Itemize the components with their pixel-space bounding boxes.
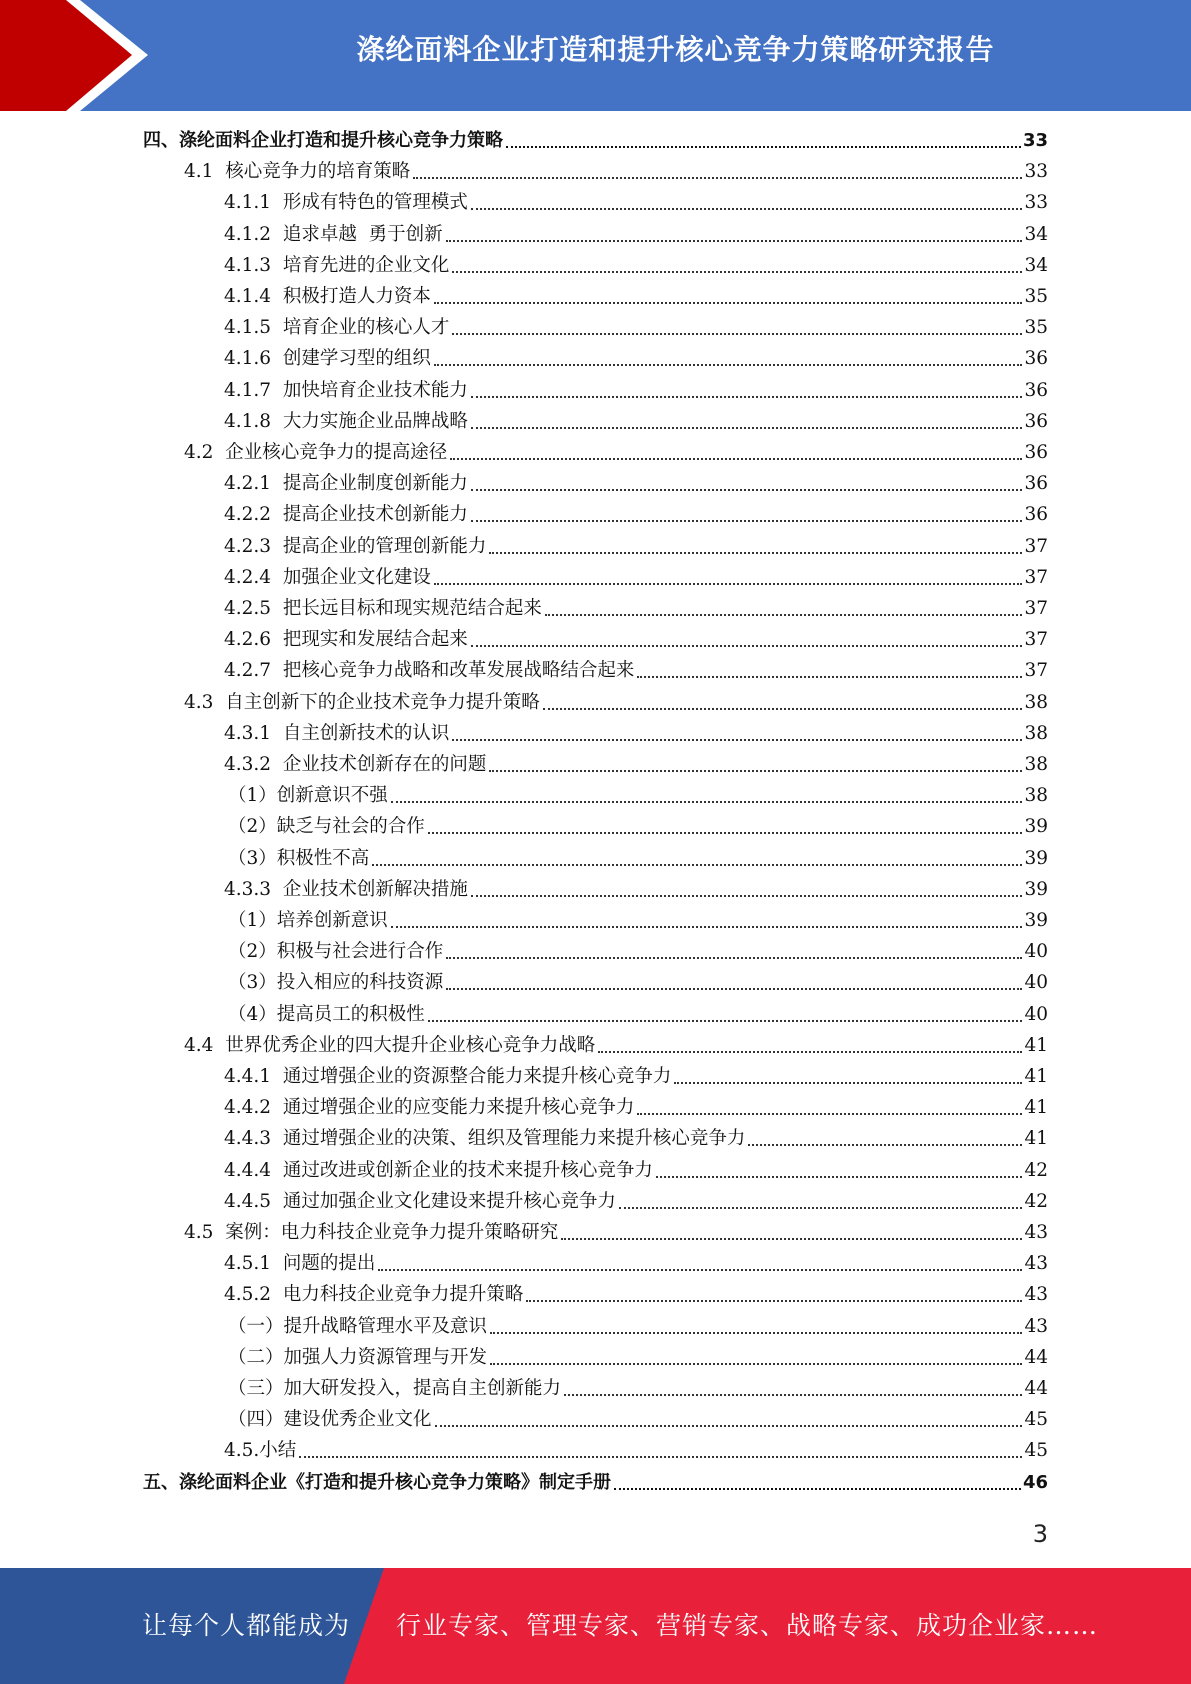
toc-entry-page: 35 (1024, 317, 1048, 339)
toc-entry[interactable] (228, 1376, 1048, 1402)
toc-entry-title: 加强人力资源管理与开发 (283, 1346, 488, 1368)
toc-entry-title: 五、涤纶面料企业《打造和提升核心竞争力策略》制定手册 (143, 1471, 611, 1493)
toc-dot-leader (452, 271, 1022, 273)
toc-entry-title: 把核心竞争力战略和改革发展战略结合起来 (282, 660, 635, 682)
toc-entry-page: 34 (1024, 254, 1048, 276)
toc-dot-leader (446, 957, 1022, 959)
toc-dot-leader (450, 458, 1022, 460)
toc-entry-number: 4.4 (184, 1034, 226, 1056)
toc-entry-page: 38 (1024, 722, 1048, 744)
toc-entry-title: 积极打造人力资本 (282, 286, 431, 307)
toc-dot-leader (674, 1082, 1022, 1084)
toc-dot-leader (435, 1425, 1023, 1427)
toc-entry-page: 36 (1024, 348, 1048, 370)
toc-dot-leader (564, 1394, 1022, 1396)
toc-entry-page: 40 (1024, 1003, 1048, 1025)
toc-entry-number: （2） (228, 941, 277, 963)
toc-entry-number: 4.1.6 (224, 348, 283, 370)
page-number: 3 (1032, 1520, 1048, 1548)
toc-entry-number: 4.4.5 (224, 1190, 283, 1212)
toc-entry-title: 培育先进的企业文化 (282, 254, 450, 276)
toc-dot-leader (619, 1207, 1023, 1209)
toc-dot-leader (471, 520, 1023, 522)
toc-dot-leader (434, 302, 1023, 304)
toc-entry-page: 33 (1024, 192, 1048, 214)
toc-entry-page: 34 (1024, 223, 1048, 245)
toc-dot-leader (413, 177, 1022, 179)
toc-entry[interactable] (224, 1158, 1048, 1184)
toc-dot-leader (446, 988, 1022, 990)
toc-dot-leader (489, 770, 1022, 772)
toc-entry-number: 4.3.3 (224, 878, 283, 900)
toc-entry-title: 通过增强企业的资源整合能力来提升核心竞争力 (282, 1066, 672, 1087)
toc-entry[interactable] (143, 1470, 1048, 1496)
toc-dot-leader (614, 1488, 1021, 1490)
toc-dot-leader (428, 1020, 1023, 1022)
toc-entry-title: 培育企业的核心人才 (282, 317, 450, 339)
toc-entry[interactable] (224, 1189, 1048, 1215)
toc-entry-page: 38 (1024, 691, 1048, 713)
toc-entry-number: 4.3.2 (224, 754, 283, 775)
toc-entry[interactable] (228, 846, 1048, 872)
toc-entry-number: 4.5.2 (224, 1284, 283, 1306)
toc-dot-leader (428, 832, 1023, 834)
toc-entry[interactable] (224, 378, 1048, 404)
page-header (0, 0, 1191, 111)
toc-entry[interactable] (228, 1002, 1048, 1028)
toc-dot-leader (748, 1144, 1022, 1146)
toc-entry-page: 36 (1024, 410, 1048, 432)
toc-entry[interactable] (228, 970, 1048, 996)
toc-entry-number: 4.2.4 (224, 566, 283, 588)
toc-entry-page: 41 (1024, 1066, 1048, 1087)
toc-entry[interactable] (224, 877, 1048, 903)
header-arrow-icon (0, 0, 160, 111)
toc-entry[interactable] (228, 814, 1048, 840)
toc-dot-leader (489, 552, 1022, 554)
toc-entry-page: 45 (1024, 1409, 1048, 1431)
toc-dot-leader (656, 1176, 1023, 1178)
toc-dot-leader (545, 614, 1023, 616)
toc-entry[interactable] (224, 1064, 1048, 1090)
toc-entry[interactable] (224, 596, 1048, 622)
toc-entry-number: 4.1.3 (224, 254, 283, 276)
toc-dot-leader (471, 208, 1023, 210)
toc-entry-title: 通过改进或创新企业的技术来提升核心竞争力 (282, 1159, 653, 1181)
toc-dot-leader (299, 1456, 1022, 1458)
toc-entry-number: （1） (228, 910, 277, 931)
toc-entry[interactable] (224, 502, 1048, 528)
toc-entry-title: 自主创新技术的认识 (282, 722, 450, 744)
toc-entry-number: 4.2.3 (224, 535, 283, 557)
toc-entry-number: （3） (228, 847, 277, 869)
toc-entry[interactable] (228, 783, 1048, 809)
toc-entry[interactable] (224, 627, 1048, 653)
toc-dot-leader (391, 801, 1023, 803)
toc-entry-number: 4.1.2 (224, 223, 283, 245)
page-footer (0, 1568, 1191, 1684)
toc-dot-leader (506, 146, 1021, 148)
toc-entry-page: 41 (1024, 1034, 1048, 1056)
toc-entry-title: 缺乏与社会的合作 (276, 816, 425, 838)
toc-entry[interactable] (184, 1220, 1048, 1246)
toc-entry-page: 42 (1024, 1159, 1048, 1181)
toc-entry[interactable] (224, 315, 1048, 341)
toc-entry-title: 培养创新意识 (276, 910, 388, 931)
toc-entry-number: 4.1.8 (224, 410, 283, 432)
toc-entry-title: 追求卓越 勇于创新 (282, 223, 443, 245)
toc-entry-page: 37 (1024, 566, 1048, 588)
toc-entry-title: 问题的提出 (282, 1253, 376, 1275)
toc-entry-number: 4.1.1 (224, 192, 283, 214)
footer-slogan-left: 让每个人都能成为 (142, 1611, 351, 1640)
toc-dot-leader (372, 864, 1022, 866)
toc-entry-number: 4.4.2 (224, 1097, 283, 1119)
toc-entry-title: 加强企业文化建设 (282, 566, 431, 588)
toc-entry-page: 33 (1024, 161, 1048, 183)
toc-entry-number: 4.3.1 (224, 722, 283, 744)
toc-entry-page: 40 (1024, 941, 1048, 963)
toc-entry-page: 43 (1024, 1284, 1048, 1306)
toc-entry-number: （4） (228, 1003, 277, 1025)
toc-entry[interactable] (228, 1314, 1048, 1340)
toc-entry-title: 加大研发投入，提高自主创新能力 (283, 1378, 562, 1399)
toc-entry-number: 4.5 (184, 1222, 226, 1243)
toc-dot-leader (526, 1300, 1022, 1302)
toc-entry-page: 42 (1024, 1190, 1048, 1212)
toc-entry-page: 37 (1024, 598, 1048, 619)
toc-entry-title: 世界优秀企业的四大提升企业核心竞争力战略 (225, 1034, 596, 1056)
toc-entry-title: 通过加强企业文化建设来提升核心竞争力 (282, 1190, 616, 1212)
toc-entry-title: 企业核心竞争力的提高途径 (225, 442, 448, 463)
toc-entry-title: 把长远目标和现实规范结合起来 (282, 598, 542, 619)
toc-entry-page: 44 (1024, 1346, 1048, 1368)
toc-entry-number: （二） (228, 1346, 284, 1368)
toc-entry-number: 4.1.5 (224, 317, 283, 339)
toc-entry-title: 四、涤纶面料企业打造和提升核心竞争力策略 (143, 130, 503, 151)
toc-dot-leader (434, 583, 1023, 585)
toc-entry-page: 33 (1022, 130, 1048, 151)
toc-entry-title: 提高员工的积极性 (276, 1003, 425, 1025)
toc-entry-number: 4.1.4 (224, 286, 283, 307)
toc-entry-title: 提高企业技术创新能力 (282, 504, 468, 526)
toc-dot-leader (490, 1363, 1022, 1365)
toc-entry[interactable] (184, 690, 1048, 716)
toc-entry[interactable] (228, 908, 1048, 934)
toc-entry-number: 4.2.5 (224, 598, 283, 619)
toc-dot-leader (452, 739, 1022, 741)
toc-entry[interactable] (224, 721, 1048, 747)
toc-entry-number: 4.2 (184, 442, 226, 463)
toc-entry-page: 43 (1024, 1253, 1048, 1275)
toc-entry-title: 企业技术创新存在的问题 (282, 754, 487, 775)
toc-entry[interactable] (224, 752, 1048, 778)
toc-entry-page: 38 (1024, 785, 1048, 807)
toc-entry[interactable] (228, 939, 1048, 965)
toc-entry-page: 36 (1024, 504, 1048, 526)
toc-entry-page: 46 (1022, 1471, 1048, 1493)
toc-entry[interactable] (184, 440, 1048, 466)
toc-entry-title: 案例：电力科技企业竞争力提升策略研究 (225, 1222, 559, 1243)
toc-dot-leader (452, 333, 1022, 335)
footer-slogan-right: 行业专家、管理专家、营销专家、战略专家、成功企业家…… (396, 1611, 1099, 1640)
toc-entry-page: 35 (1024, 286, 1048, 307)
toc-entry-page: 38 (1024, 754, 1048, 775)
toc-entry-page: 37 (1024, 660, 1048, 682)
toc-dot-leader (471, 396, 1023, 398)
toc-dot-leader (490, 1332, 1022, 1334)
toc-entry-page: 43 (1024, 1222, 1048, 1243)
toc-entry[interactable] (224, 471, 1048, 497)
toc-entry-page: 39 (1024, 910, 1048, 931)
toc-entry-title: 大力实施企业品牌战略 (282, 410, 468, 432)
toc-dot-leader (391, 926, 1023, 928)
toc-entry[interactable] (184, 159, 1048, 185)
toc-entry-title: 提升战略管理水平及意识 (283, 1315, 488, 1337)
toc-entry-number: 4.5.1 (224, 1253, 283, 1275)
toc-entry[interactable] (224, 1251, 1048, 1277)
toc-dot-leader (434, 364, 1023, 366)
toc-entry-number: 4.2.7 (224, 660, 283, 682)
toc-entry-page: 41 (1024, 1128, 1048, 1150)
toc-entry-page: 37 (1024, 535, 1048, 557)
toc-entry-title: 建设优秀企业文化 (283, 1409, 432, 1431)
toc-dot-leader (543, 708, 1023, 710)
toc-entry-title: 核心竞争力的培育策略 (225, 161, 411, 183)
toc-entry-title: 提高企业制度创新能力 (282, 473, 468, 495)
toc-entry[interactable] (224, 222, 1048, 248)
toc-dot-leader (637, 1113, 1022, 1115)
toc-entry[interactable] (224, 346, 1048, 372)
toc-entry-page: 40 (1024, 972, 1048, 994)
toc-entry-page: 39 (1024, 878, 1048, 900)
toc-entry-number: 4.2.1 (224, 473, 283, 495)
toc-entry-page: 45 (1024, 1440, 1048, 1462)
toc-entry-title: 积极与社会进行合作 (276, 941, 444, 963)
toc-entry[interactable] (224, 284, 1048, 310)
header-title: 涤纶面料企业打造和提升核心竞争力策略研究报告 (356, 33, 995, 66)
toc-entry[interactable] (143, 128, 1048, 154)
toc-entry-page: 36 (1024, 442, 1048, 463)
toc-entry[interactable] (224, 1126, 1048, 1152)
toc-entry-title: 4.5.小结 (224, 1440, 297, 1462)
toc-entry-title: 电力科技企业竞争力提升策略 (282, 1284, 524, 1306)
toc-entry[interactable] (228, 1345, 1048, 1371)
toc-entry-title: 通过增强企业的应变能力来提升核心竞争力 (282, 1097, 635, 1119)
toc-dot-leader (471, 895, 1023, 897)
toc-dot-leader (471, 645, 1023, 647)
toc-entry-number: 4.3 (184, 691, 226, 713)
toc-entry[interactable] (224, 1438, 1048, 1464)
toc-entry-title: 把现实和发展结合起来 (282, 629, 468, 651)
toc-entry[interactable] (228, 1407, 1048, 1433)
toc-entry-number: 4.2.2 (224, 504, 283, 526)
toc-entry-page: 39 (1024, 847, 1048, 869)
toc-entry-title: 提高企业的管理创新能力 (282, 535, 487, 557)
toc-entry[interactable] (224, 409, 1048, 435)
toc-entry-page: 36 (1024, 473, 1048, 495)
toc-entry[interactable] (224, 565, 1048, 591)
toc-entry-number: （2） (228, 816, 277, 838)
toc-entry-number: 4.1.7 (224, 379, 283, 401)
toc-entry-title: 积极性不高 (276, 847, 370, 869)
toc-entry-page: 43 (1024, 1315, 1048, 1337)
toc-entry-number: 4.4.3 (224, 1128, 283, 1150)
toc-entry-page: 44 (1024, 1378, 1048, 1399)
toc-dot-leader (471, 489, 1023, 491)
toc-entry-number: 4.2.6 (224, 629, 283, 651)
toc-dot-leader (446, 240, 1023, 242)
toc-entry-page: 36 (1024, 379, 1048, 401)
toc-entry-page: 41 (1024, 1097, 1048, 1119)
toc-entry-page: 37 (1024, 629, 1048, 651)
toc-entry-title: 创新意识不强 (276, 785, 388, 807)
toc-entry-number: （三） (228, 1378, 284, 1399)
toc-dot-leader (637, 676, 1022, 678)
toc-entry-title: 通过增强企业的决策、组织及管理能力来提升核心竞争力 (282, 1128, 746, 1150)
toc-entry[interactable] (224, 253, 1048, 279)
toc-entry-title: 加快培育企业技术能力 (282, 379, 468, 401)
toc-dot-leader (378, 1269, 1022, 1271)
toc-entry-title: 创建学习型的组织 (282, 348, 431, 370)
toc-entry-number: 4.4.4 (224, 1159, 283, 1181)
toc-entry-number: （一） (228, 1315, 284, 1337)
toc-entry-number: 4.4.1 (224, 1066, 283, 1087)
toc-dot-leader (561, 1238, 1022, 1240)
toc-entry-title: 形成有特色的管理模式 (282, 192, 468, 214)
toc-entry-title: 自主创新下的企业技术竞争力提升策略 (225, 691, 540, 713)
toc-dot-leader (471, 427, 1023, 429)
toc-entry-page: 39 (1024, 816, 1048, 838)
toc-entry[interactable] (224, 658, 1048, 684)
toc-entry[interactable] (224, 1282, 1048, 1308)
toc-entry[interactable] (224, 534, 1048, 560)
toc-entry[interactable] (224, 190, 1048, 216)
toc-entry[interactable] (224, 1095, 1048, 1121)
toc-entry-title: 企业技术创新解决措施 (282, 878, 468, 900)
toc-entry-title: 投入相应的科技资源 (276, 972, 444, 994)
toc-entry-number: （四） (228, 1409, 284, 1431)
toc-dot-leader (598, 1051, 1022, 1053)
toc-entry-number: （1） (228, 785, 277, 807)
toc-entry-number: （3） (228, 972, 277, 994)
toc-entry[interactable] (184, 1033, 1048, 1059)
toc-entry-number: 4.1 (184, 161, 226, 183)
